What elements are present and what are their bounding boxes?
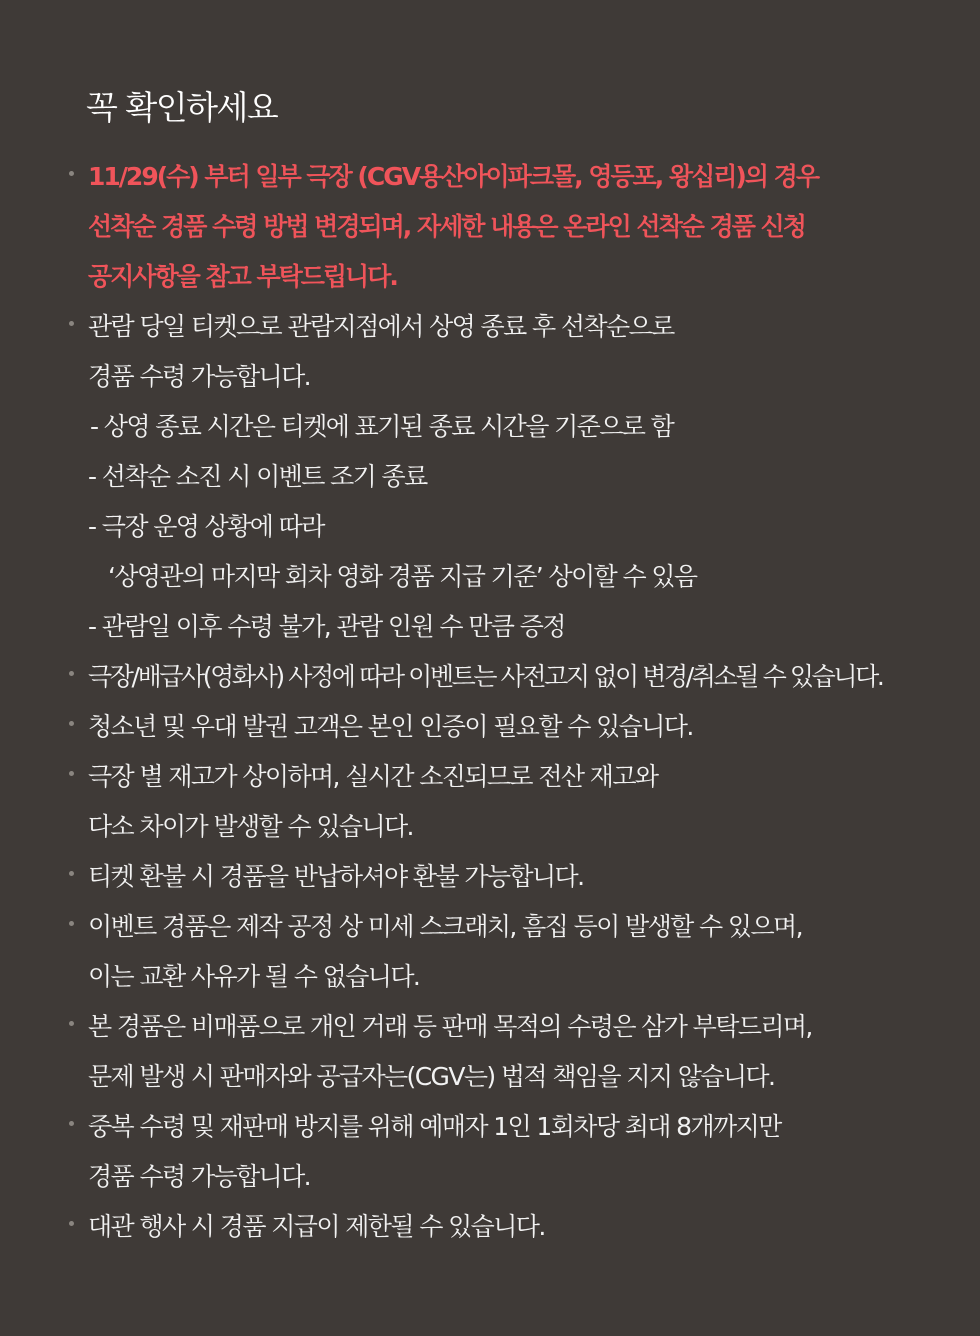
notice-item-schedule-change	[0, 152, 980, 302]
notice-item-duplicate-limit	[0, 1102, 980, 1202]
notice-line: 대관 행사 시 경품 지급이 제한될 수 있습니다.	[88, 1212, 545, 1241]
bullet-dot-icon	[69, 1021, 74, 1026]
notice-item-pickup-rules	[0, 302, 980, 652]
notice-line: 극장 별 재고가 상이하며, 실시간 소진되므로 전산 재고와	[88, 762, 658, 791]
bullet-dot-icon	[69, 1221, 74, 1226]
bullet-dot-icon	[69, 321, 74, 326]
bullet-dot-icon	[69, 721, 74, 726]
notice-item-stock	[0, 752, 980, 852]
notice-line: 청소년 및 우대 발권 고객은 본인 인증이 필요할 수 있습니다.	[88, 712, 693, 741]
notice-line: 중복 수령 및 재판매 방지를 위해 예매자 1인 1회차당 최대 8개까지만	[88, 1112, 781, 1141]
notice-subline: - 극장 운영 상황에 따라	[88, 512, 324, 541]
notice-line: 경품 수령 가능합니다.	[88, 362, 310, 391]
bullet-dot-icon	[69, 671, 74, 676]
notice-item-refund	[0, 852, 980, 902]
notice-line: 경품 수령 가능합니다.	[88, 1162, 310, 1191]
notice-line: 본 경품은 비매품으로 개인 거래 등 판매 목적의 수령은 삼가 부탁드리며,	[88, 1012, 812, 1041]
notice-subline: - 선착순 소진 시 이벤트 조기 종료	[88, 462, 427, 491]
notice-item-defects	[0, 902, 980, 1002]
notice-line: 이벤트 경품은 제작 공정 상 미세 스크래치, 흠집 등이 발생할 수 있으며,	[88, 912, 802, 941]
bullet-dot-icon	[69, 921, 74, 926]
notice-line: 다소 차이가 발생할 수 있습니다.	[88, 812, 413, 841]
notice-line: 공지사항을 참고 부탁드립니다.	[88, 262, 397, 291]
bullet-dot-icon	[69, 1121, 74, 1126]
notice-subline: - 관람일 이후 수령 불가, 관람 인원 수 만큼 증정	[88, 612, 565, 641]
notice-line: 11/29(수) 부터 일부 극장 (CGV용산아이파크몰, 영등포, 왕십리)의 경우	[88, 162, 819, 191]
bullet-dot-icon	[69, 171, 74, 176]
notice-line: 이는 교환 사유가 될 수 없습니다.	[88, 962, 420, 991]
notice-item-event-change	[0, 652, 980, 702]
notice-title: 꼭 확인하세요	[86, 88, 278, 127]
notice-item-rental-event	[0, 1202, 980, 1252]
notice-line: 문제 발생 시 판매자와 공급자는(CGV는) 법적 책임을 지지 않습니다.	[88, 1062, 775, 1091]
notice-subline: ‘상영관의 마지막 회차 영화 경품 지급 기준’ 상이할 수 있음	[108, 562, 697, 591]
bullet-dot-icon	[69, 771, 74, 776]
notice-line: 관람 당일 티켓으로 관람지점에서 상영 종료 후 선착순으로	[88, 312, 674, 341]
notice-item-not-for-sale	[0, 1002, 980, 1102]
notice-list	[0, 152, 980, 1252]
notice-item-youth-verification	[0, 702, 980, 752]
notice-line: 티켓 환불 시 경품을 반납하셔야 환불 가능합니다.	[88, 862, 584, 891]
notice-subline: - 상영 종료 시간은 티켓에 표기된 종료 시간을 기준으로 함	[90, 412, 674, 441]
bullet-dot-icon	[69, 871, 74, 876]
notice-line: 극장/배급사(영화사) 사정에 따라 이벤트는 사전고지 없이 변경/취소될 수 있습니다.	[88, 662, 883, 691]
notice-line: 선착순 경품 수령 방법 변경되며, 자세한 내용은 온라인 선착순 경품 신청	[88, 212, 805, 241]
